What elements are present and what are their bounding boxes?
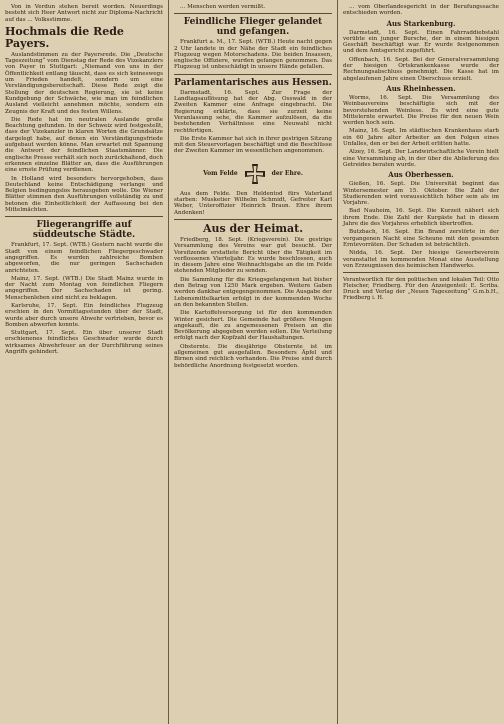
divider xyxy=(174,13,332,14)
article-paragraph: Mainz, 16. Sept. Im städtischen Krankenhaus starb ein 60 Jahre alter Arbeiter an den Folgen eines Unfalles, den er bei der Arbeit erlitten hatte. xyxy=(343,128,499,148)
article-paragraph: Mainz, 17. Sept. (WTB.) Die Stadt Mainz wurde in der Nacht zum Montag von feindlichen Fliegern angegriffen. Der Sachschaden ist gering. Menschenleben sind nicht zu beklagen. xyxy=(5,275,163,301)
column-2 xyxy=(168,0,337,724)
banner-label-right: der Ehre. xyxy=(271,169,303,177)
iron-cross-icon xyxy=(244,163,266,185)
article-paragraph: Die Sammlung für die Kriegsgefangenen hat bisher den Betrag von 1250 Mark ergeben. Weitere Gaben werden dankbar entgegengenommen. Die Ausgabe der Lebensmittelkarten erfolgt in der kommenden Woche an den bekannten Stellen. xyxy=(174,276,332,308)
imprint-footer: Verantwortlich für den politischen und lokalen Teil: Otto Fleischer, Friedberg. Für den Anzeigenteil: E. Scriba. Druck und Verlag der „Neuen Tageszeitung“ G.m.b.H., Friedberg i. H. xyxy=(343,277,499,302)
article-paragraph: Gießen, 16. Sept. Die Universität beginnt das Wintersemester am 15. Oktober. Die Zahl der Studierenden wird voraussichtlich höher sein als im Vorjahre. xyxy=(343,181,499,207)
divider xyxy=(174,74,332,75)
headline-oberhessen: Aus Oberhessen. xyxy=(388,170,454,180)
article-paragraph: Die Erste Kammer hat sich in ihrer gestrigen Sitzung mit den Steuervorlagen beschäftigt und die Beschlüsse der Zweiten Kammer im wesentlichen angenommen. xyxy=(174,135,332,155)
article-paragraph: Stuttgart, 17. Sept. Ein über unserer Stadt erschienenes feindliches Geschwader wurde durch wirksames Abwehrfeuer an der Durchführung seines Angriffs gehindert. xyxy=(5,330,163,356)
article-paragraph: Offenbach, 16. Sept. Bei der Generalversammlung der hiesigen Ortskrankenkasse wurde der Rechnungsabschluss genehmigt. Die Kasse hat im abgelaufenen Jahre einen Überschuss erzielt. xyxy=(343,56,499,82)
article-paragraph: Bad Nauheim, 16. Sept. Die Kurzeit nähert sich ihrem Ende. Die Zahl der Kurgäste hat in diesem Jahre die des Vorjahres erheblich übertroffen. xyxy=(343,208,499,228)
headline-air-raids: Fliegerangriffe auf süddeutsche Städte. xyxy=(32,220,136,241)
headline-rheinhessen: Aus Rheinhessen. xyxy=(386,83,456,93)
article-paragraph: Obsternte. Die diesjährige Obsternte ist im allgemeinen gut ausgefallen. Besonders Äpfel und Birnen sind reichlich vorhanden. Die Preise sind durch behördliche Anordnung festgesetzt worden. xyxy=(174,343,332,369)
article-paragraph: Nidda, 16. Sept. Der hiesige Gewerbeverein veranstaltet im kommenden Monat eine Ausstellung von Erzeugnissen des heimischen Handwerks. xyxy=(343,250,499,269)
field-of-honor-banner xyxy=(174,163,332,185)
divider xyxy=(5,216,163,217)
headline-home-news: Aus der Heimat. xyxy=(202,221,304,235)
article-paragraph: Karlsruhe, 17. Sept. Ein feindliches Flugzeug erschien in den Vormittagsstunden über der Stadt, wurde aber durch unsere Abwehr vertrieben, bevor es Bomben abwerfen konnte. xyxy=(5,302,163,328)
headline-starkenburg: Aus Starkenburg. xyxy=(386,18,456,28)
article-paragraph: Darmstadt, 16. Sept. Einen Fahrraddiebstahl verübte ein junger Bursche, der in einem hiesigen Geschäft beschäftigt war. Er wurde festgenommen und dem Amtsgericht zugeführt. xyxy=(343,29,499,55)
column-1 xyxy=(0,0,168,724)
article-paragraph: Frankfurt, 17. Sept. (WTB.) Gestern nacht wurde die Stadt von einem feindlichen Fliegergeschwader angegriffen. Es wurden zahlreiche Bomben abgeworfen, die nur geringen Sachschaden anrichteten. xyxy=(5,242,163,274)
article-paragraph: Alzey, 16. Sept. Der Landwirtschaftliche Verein hielt eine Versammlung ab, in der über die Ablieferung des Getreides beraten wurde. xyxy=(343,149,499,168)
article-paragraph: Die Kartoffelversorgung ist für den kommenden Winter gesichert. Die Gemeinde hat größere Mengen angekauft, die zu angemessenen Preisen an die Bevölkerung abgegeben werden sollen. Die Verteilung erfolgt nach der Kopfzahl der Haushaltungen. xyxy=(174,310,332,342)
headline-payer-speech: Hochmals die Rede Payers. xyxy=(5,24,124,50)
headline-enemy-fliers: Feindliche Flieger gelandet und gefangen. xyxy=(183,17,323,38)
article-paragraph: Worms, 16. Sept. Die Versammlung des Weinbauvereins beschäftigte sich mit der bevorstehenden Weinlese. Es wird eine gute Mittelernte erwartet. Die Preise für den neuen Wein werden hoch sein. xyxy=(343,94,499,127)
divider xyxy=(343,272,499,273)
column-3 xyxy=(337,0,504,724)
article-paragraph: Die Rede hat im neutralen Auslande große Beachtung gefunden. In der Schweiz wird festgestellt, dass der Vizekanzler in klaren Worten die Grundsätze dargelegt habe, auf denen ein Verständigungsfriede aufgebaut werden könne. Man erwartet mit Spannung die Antwort der feindlichen Staatsmänner. Die englische Presse verhält sich noch zurückhaltend, doch erkennen einzelne Blätter an, dass die Ausführungen eine ernste Prüfung verdienen. xyxy=(5,116,163,174)
divider xyxy=(174,219,332,220)
article-paragraph: Friedberg, 18. Sept. (Kriegsverein). Die gestrige Versammlung des Vereins war gut besucht. Der Vorsitzende erstattete Bericht über die Tätigkeit im verflossenen Vierteljahr. Es wurde beschlossen, auch in diesem Jahre eine Weihnachtsgabe an die im Felde stehenden Mitglieder zu senden. xyxy=(174,236,332,275)
headline-parliament-hesse: Parlamentarisches aus Hessen. xyxy=(174,77,332,88)
article-paragraph: Butzbach, 16. Sept. Ein Brand zerstörte in der vergangenen Nacht eine Scheune mit den gesamten Erntevorräten. Der Schaden ist beträchtlich. xyxy=(343,229,499,248)
intro-text: Von in Verdun stehen bereit worden. Neuerdings besteht sich Heer Antwort nicht zur Diploma-Nachricht auf das ... Volksstimme. xyxy=(5,4,163,23)
article-paragraph: In Holland wird besonders hervorgehoben, dass Deutschland keine Entschädigung verlange und Belgien bedingungslos herausgeben wolle. Die Wiener Blätter stimmen den Ausführungen vollständig zu und betonen die Einheitlichkeit der Auffassung bei den Mittelmächten. xyxy=(5,175,163,214)
article-paragraph: Darmstadt, 16. Sept. Zur Frage der Landtagsauflösung hat der Abg. Osswald in der Zweiten Kammer eine Anfrage eingebracht. Die Regierung erklärte, dass sie zurzeit keine Veranlassung sehe, die Kammer aufzulösen, da die bestehenden Verhältnisse eine Neuwahl nicht rechtfertigen. xyxy=(174,89,332,134)
intro-text: ... vom Oberlandesgericht in der Berufungssache entschieden worden. xyxy=(343,4,499,17)
article-paragraph: Auslandstimmen zu der Payersrede. Die „Deutsche Tageszeitung“ vom Dienstag der Rede des Vizekanzlers von Payer in Stuttgart: „Niemand von uns in der Öffentlichkeit entlang täuscht, dass es sich keineswegs um Frieden handelt, sondern um eine Verständigungsbereitschaft. Diese Rede zeigt die Stellung der deutschen Regierung, sie ist keine Kundgebung der Schwäche, wie man im feindlichen Ausland vielleicht annehmen möchte, sondern ein Zeugnis der Kraft und des festen Willens. xyxy=(5,51,163,115)
article-paragraph: Frankfurt a. M., 17. Sept. (WTB.) Heute nacht gegen 2 Uhr landete in der Nähe der Stadt ein feindliches Flugzeug wegen Motorschadens. Die beiden Insassen, englische Offiziere, wurden gefangen genommen. Das Flugzeug ist unbeschädigt in unsere Hände gefallen. xyxy=(174,39,332,71)
article-paragraph: Aus dem Felde. Den Heldentod fürs Vaterland starben: Musketier Wilhelm Schmidt, Gefreiter Karl Weber, Unteroffizier Heinrich Braun. Ehre ihrem Andenken! xyxy=(174,190,332,216)
banner-label-left: Vom Felde xyxy=(203,169,238,177)
intro-text: ... Menschen werden vermißt. xyxy=(180,4,266,10)
